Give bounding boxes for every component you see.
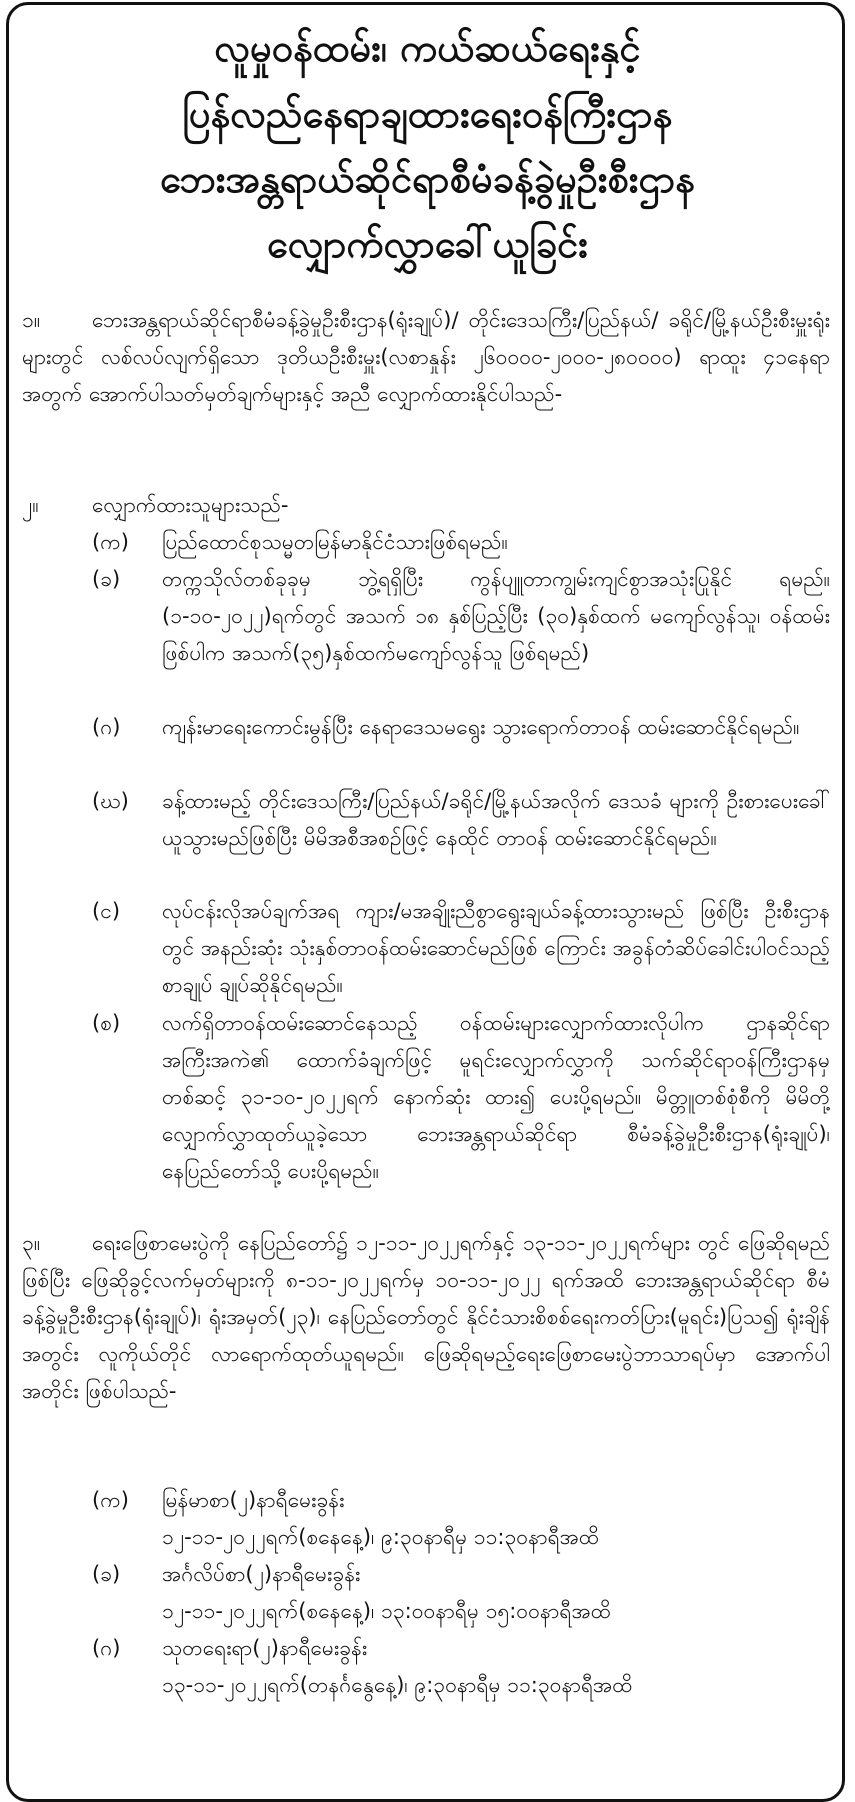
item-sa-text: လက်ရှိတာဝန်ထမ်းဆောင်နေသည့် ဝန်ထမ်းများလျှောက်ထားလိုပါက ဌာနဆိုင်ရာအကြီးအကဲ၏ ထောက်ခံချက်ဖြင့် မူရင်းလျှောက်လွှာကို သက်ဆိုင်ရာဝန်ကြီးဌာနမှတစ်ဆင့် ၃၁-၁၀-၂၀၂၂ရက် နောက်ဆုံး ထား၍ ပေးပို့ရမည်။ မိတ္တူတစ်စုံစီကို မိမိတို့လျှောက်လွှာထုတ်ယူခဲ့သော ဘေးအန္တရာယ်ဆိုင်ရာ စီမံခန့်ခွဲမှုဦးစီးဌာန(ရုံးချုပ်)၊ နေပြည်တော်သို့ ပေးပို့ရမည်။ (162, 1011, 830, 1183)
exam-ka-schedule: ၁၂-၁၁-၂၀၂၂ရက်(စနေနေ့)၊ ၉:၃၀နာရီမှ ၁၁:၃၀နာရီအထိ (162, 1525, 600, 1549)
item-ka-text: ပြည်ထောင်စုသမ္မတမြန်မာနိုင်ငံသားဖြစ်ရမည်။ (162, 530, 508, 554)
section-3-text: ရေးဖြေစာမေးပွဲကို နေပြည်တော်၌ ၁၂-၁၁-၂၀၂၂ရက်နှင့် ၁၃-၁၁-၂၀၂၂ရက်များ တွင် ဖြေဆိုရမည်ဖြစ်ပြီး ဖြေဆိုခွင့်လက်မှတ်များကို ၈-၁၁-၂၀၂၂ရက်မှ ၁၀-၁၁-၂၀၂၂ ရက်အထိ ဘေးအန္တရာယ်ဆိုင်ရာ စီမံခန့်ခွဲမှုဦးစီးဌာန(ရုံးချုပ်)၊ ရုံးအမှတ်(၂၃)၊ နေပြည်တော်တွင် နိုင်ငံသားစိစစ်ရေးကတ်ပြား(မူရင်း)ပြသ၍ ရုံးချိန်အတွင်း လူကိုယ်တိုင် လာရောက်ထုတ်ယူရမည်။ ဖြေဆိုရမည့်ရေးဖြေစာမေးပွဲဘာသာရပ်မှာ အောက်ပါအတိုင်း ဖြစ်ပါသည်- (22, 1231, 830, 1403)
item-kha-marker: (ခ) (92, 567, 121, 591)
section-3-number: ၃။ (22, 1231, 41, 1255)
exam-ga-schedule: ၁၃-၁၁-၂၀၂၂ရက်(တနင်္ဂနွေနေ့)၊ ၉:၃၀နာရီမှ ၁၁:၃၀နာရီအထိ (162, 1673, 633, 1697)
title-line-ministry-2: ပြန်လည်နေရာချထားရေးဝန်ကြီးဌာန (182, 92, 673, 136)
section-2-number: ၂။ (22, 493, 39, 517)
exam-ka-marker: (က) (92, 1488, 129, 1512)
item-nga-marker: (င) (92, 899, 121, 923)
item-gha-text: ခန့်ထားမည့် တိုင်းဒေသကြီး/ပြည်နယ်/ခရိုင်/မြို့နယ်အလိုက် ဒေသခံ များကို ဦးစားပေးခေါ်ယူသွားမည်ဖြစ်ပြီး မိမိအစီအစဉ်ဖြင့် နေထိုင် တာဝန် ထမ်းဆောင်နိုင်ရမည်။ (162, 789, 830, 850)
exam-kha-subject: အင်္ဂလိပ်စာ(၂)နာရီမေးခွန်း (162, 1562, 361, 1586)
section-2-intro: လျှောက်ထားသူများသည်- (92, 493, 289, 517)
item-gha-marker: (ဃ) (92, 789, 129, 813)
section-1-number: ၁။ (22, 308, 41, 332)
section-3-paragraph (22, 1225, 830, 1410)
item-kha-text: တက္ကသိုလ်တစ်ခုခုမှ ဘွဲ့ရရှိပြီး ကွန်ပျူတာကျွမ်းကျင်စွာအသုံးပြုနိုင် ရမည်။ (၁-၁၀-၂၀၂၂)ရက်တွင် အသက် ၁၈ နှစ်ပြည့်ပြီး (၃၀)နှစ်ထက် မကျော်လွန်သူ၊ ဝန်ထမ်းဖြစ်ပါက အသက်(၃၅)နှစ်ထက်မကျော်လွန်သူ ဖြစ်ရမည်) (162, 567, 830, 665)
item-ga-text: ကျန်းမာရေးကောင်းမွန်ပြီး နေရာဒေသမရွေး သွားရောက်တာဝန် ထမ်းဆောင်နိုင်ရမည်။ (162, 715, 800, 739)
section-1-text: ဘေးအန္တရာယ်ဆိုင်ရာစီမံခန့်ခွဲမှုဦးစီးဌာန(ရုံးချုပ်)/ တိုင်းဒေသကြီး/ပြည်နယ်/ ခရိုင်/မြို့နယ်ဦးစီးမှူးရုံးများတွင် လစ်လပ်လျက်ရှိသော ဒုတိယဦးစီးမှူး(လစာနှုန်း ၂၆၀၀၀၀-၂၀၀၀-၂၈၀၀၀၀) ရာထူး ၄၁နေရာအတွက် အောက်ပါသတ်မှတ်ချက်များနှင့် အညီ လျှောက်ထားနိုင်ပါသည်- (22, 308, 830, 406)
item-ga-marker: (ဂ) (92, 715, 121, 739)
exam-kha-marker: (ခ) (92, 1562, 121, 1586)
exam-ga-subject: သုတရေးရာ(၂)နာရီမေးခွန်း (162, 1636, 368, 1660)
item-ka-marker: (က) (92, 530, 129, 554)
exam-kha-schedule: ၁၂-၁၁-၂၀၂၂ရက်(စနေနေ့)၊ ၁၃:၀၀နာရီမှ ၁၅:၀၀နာရီအထိ (162, 1599, 612, 1623)
item-sa-marker: (စ) (92, 1011, 121, 1035)
title-line-ministry: လူမှုဝန်ထမ်း၊ ကယ်ဆယ်ရေးနှင့် (214, 26, 641, 70)
exam-ka-subject: မြန်မာစာ(၂)နာရီမေးခွန်း (162, 1488, 345, 1512)
section-1-paragraph (22, 302, 830, 413)
title-line-department: ဘေးအန္တရာယ်ဆိုင်ရာစီမံခန့်ခွဲမှုဦးစီးဌာန (160, 157, 695, 201)
title-line-announcement: လျှောက်လွှာခေါ်ယူခြင်း (267, 222, 588, 266)
exam-ga-marker: (ဂ) (92, 1636, 121, 1660)
item-nga-text: လုပ်ငန်းလိုအပ်ချက်အရ ကျား/မအချိုးညီစွာရွေးချယ်ခန့်ထားသွားမည် ဖြစ်ပြီး ဦးစီးဌာနတွင် အနည်းဆုံး သုံးနှစ်တာဝန်ထမ်းဆောင်မည်ဖြစ် ကြောင်း အခွန်တံဆိပ်ခေါင်းပါဝင်သည့်စာချုပ် ချုပ်ဆိုနိုင်ရမည်။ (162, 899, 830, 997)
